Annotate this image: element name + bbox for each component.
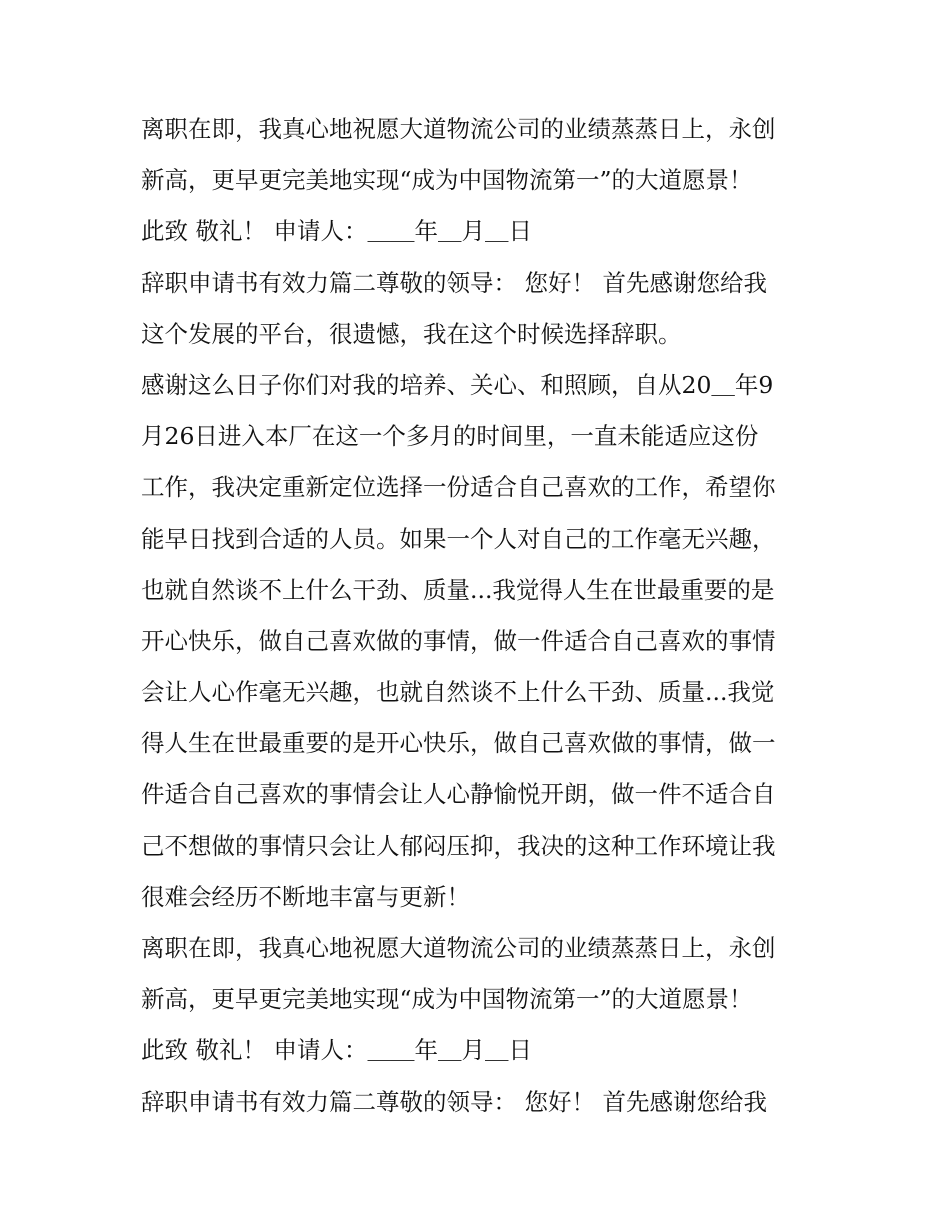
- text-line: 能早日找到合适的人员。如果一个人对自己的工作毫无兴趣，: [141, 524, 776, 553]
- text-line: 新高，更早更完美地实现“成为中国物流第一”的大道愿景！: [141, 166, 753, 195]
- text-line: 新高，更早更完美地实现“成为中国物流第一”的大道愿景！: [141, 985, 753, 1014]
- text-line: 感谢这么日子你们对我的培养、关心、和照顾，自从20＿年9: [141, 370, 774, 399]
- text-line: 工作，我决定重新定位选择一份适合自己喜欢的工作，希望你: [141, 473, 776, 502]
- document-body: [141, 104, 821, 1128]
- text-line: 得人生在世最重要的是开心快乐，做自己喜欢做的事情，做一: [141, 729, 776, 758]
- text-line: 辞职申请书有效力篇二尊敬的领导： 您好！ 首先感谢您给我: [141, 268, 767, 297]
- text-line: 此致 敬礼！ 申请人：＿＿年＿月＿日: [141, 217, 532, 246]
- text-line: 辞职申请书有效力篇二尊敬的领导： 您好！ 首先感谢您给我: [141, 1087, 767, 1116]
- text-line: 件适合自己喜欢的事情会让人心静愉悦开朗，做一件不适合自: [141, 780, 776, 809]
- text-line: 此致 敬礼！ 申请人：＿＿年＿月＿日: [141, 1036, 532, 1065]
- text-line: 会让人心作毫无兴趣，也就自然谈不上什么干劲、质量...我觉: [141, 678, 775, 707]
- text-line: 也就自然谈不上什么干劲、质量...我觉得人生在世最重要的是: [141, 575, 775, 604]
- text-line: 开心快乐，做自己喜欢做的事情，做一件适合自己喜欢的事情: [141, 626, 776, 655]
- text-line: 月26日进入本厂在这一个多月的时间里，一直未能适应这份: [141, 422, 759, 451]
- text-line: 离职在即，我真心地祝愿大道物流公司的业绩蒸蒸日上，永创: [141, 115, 776, 143]
- text-line: 很难会经历不断地丰富与更新！: [141, 882, 470, 911]
- text-line: 这个发展的平台，很遗憾，我在这个时候选择辞职。: [141, 319, 682, 348]
- text-line: 离职在即，我真心地祝愿大道物流公司的业绩蒸蒸日上，永创: [141, 934, 776, 962]
- text-line: 己不想做的事情只会让人郁闷压抑，我决的这种工作环境让我: [141, 831, 776, 860]
